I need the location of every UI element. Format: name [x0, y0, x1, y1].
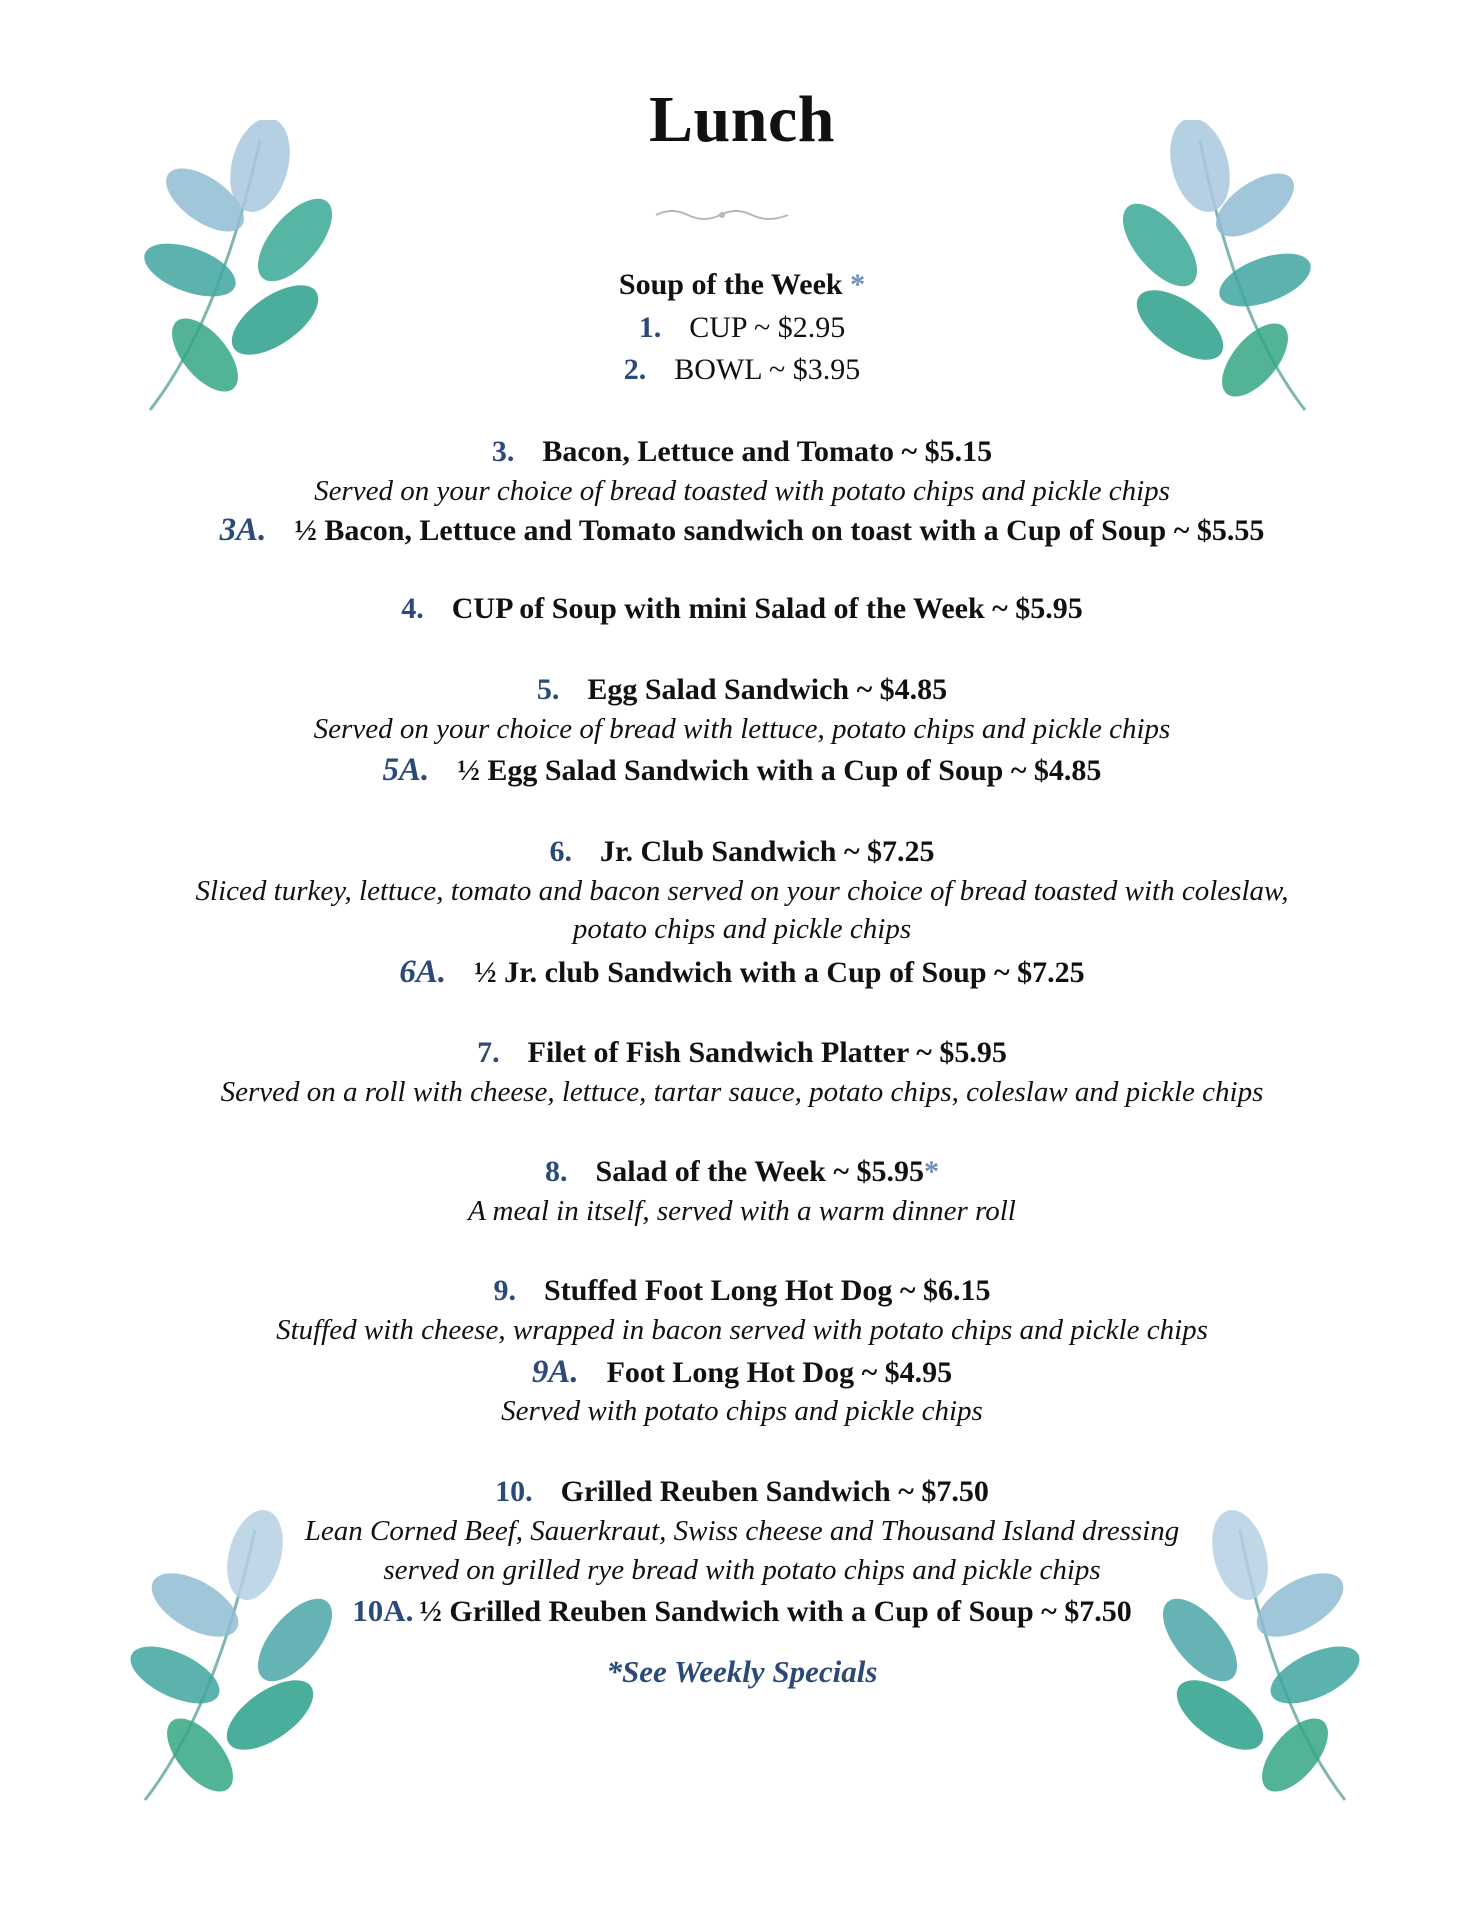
menu-item-10 [0, 1477, 1484, 1507]
menu-item-8 [0, 1157, 1484, 1187]
item-number: 8. [545, 1155, 568, 1188]
menu-item-7 [0, 1038, 1484, 1068]
item-name: ½ Bacon, Lettuce and Tomato sandwich on toast with a Cup of Soup ~ $5.55 [294, 514, 1265, 547]
item-description: Served with potato chips and pickle chips [501, 1395, 983, 1427]
item-description: potato chips and pickle chips [572, 913, 912, 945]
menu-item-9 [0, 1276, 1484, 1306]
item-number: 3. [491, 435, 515, 468]
menu-item-4 [0, 594, 1484, 624]
ornament-divider-icon [652, 203, 792, 227]
item-text: CUP ~ $2.95 [689, 311, 846, 344]
menu-item-10a [0, 1595, 1484, 1627]
item-number: 10. [495, 1475, 533, 1508]
item-number: 6. [549, 835, 572, 868]
item-number: 3A. [219, 512, 267, 548]
menu-item-3 [0, 437, 1484, 467]
asterisk-mark: * [923, 1155, 939, 1188]
item-number: 2. [623, 353, 647, 386]
item-description: Lean Corned Beef, Sauerkraut, Swiss cheese and Thousand Island dressing [304, 1515, 1180, 1547]
item-name: Egg Salad Sandwich ~ $4.85 [587, 673, 948, 706]
item-description: A meal in itself, served with a warm dinner roll [468, 1195, 1016, 1227]
item-name: Bacon, Lettuce and Tomato ~ $5.15 [542, 435, 993, 468]
item-number: 1. [638, 311, 662, 344]
item-description: Stuffed with cheese, wrapped in bacon served with potato chips and pickle chips [276, 1314, 1208, 1346]
item-number: 6A. [399, 954, 447, 990]
item-description: Served on your choice of bread with lettuce, potato chips and pickle chips [313, 713, 1171, 745]
item-name: ½ Egg Salad Sandwich with a Cup of Soup ~ $4.85 [457, 754, 1102, 787]
item-name: Stuffed Foot Long Hot Dog ~ $6.15 [544, 1274, 991, 1307]
menu-item-6 [0, 837, 1484, 867]
item-number: 5A. [382, 752, 430, 788]
item-number: 10A. [352, 1593, 414, 1628]
item-name: Grilled Reuben Sandwich ~ $7.50 [560, 1475, 989, 1508]
item-number: 4. [401, 592, 424, 625]
item-name: Foot Long Hot Dog ~ $4.95 [606, 1356, 953, 1389]
item-description: Served on your choice of bread toasted with potato chips and pickle chips [314, 475, 1170, 507]
item-name: ½ Grilled Reuben Sandwich with a Cup of Soup ~ $7.50 [419, 1595, 1132, 1628]
menu-item-6a [0, 956, 1484, 989]
item-description: Served on a roll with cheese, lettuce, tartar sauce, potato chips, coleslaw and pickle chips [220, 1076, 1264, 1108]
item-number: 9. [493, 1274, 517, 1307]
menu-item-9a [0, 1356, 1484, 1389]
item-text: BOWL ~ $3.95 [674, 353, 861, 386]
item-name: Filet of Fish Sandwich Platter ~ $5.95 [527, 1036, 1007, 1069]
item-description: served on grilled rye bread with potato chips and pickle chips [383, 1554, 1101, 1586]
item-name: CUP of Soup with mini Salad of the Week ~ $5.95 [451, 592, 1083, 625]
soup-heading: Soup of the Week * [618, 268, 866, 301]
item-name: ½ Jr. club Sandwich with a Cup of Soup ~ $7.25 [474, 956, 1085, 989]
item-name: Jr. Club Sandwich ~ $7.25 [599, 835, 935, 868]
menu-item-5a [0, 754, 1484, 787]
weekly-specials-note: *See Weekly Specials [606, 1654, 878, 1689]
soup-option-cup [0, 313, 1484, 343]
soup-option-bowl [0, 355, 1484, 385]
item-number: 7. [477, 1036, 500, 1069]
asterisk-mark: * [850, 268, 866, 301]
item-name: Salad of the Week ~ $5.95 [595, 1155, 924, 1188]
item-number: 5. [536, 673, 560, 706]
menu-item-3a [0, 514, 1484, 547]
item-description: Sliced turkey, lettuce, tomato and bacon served on your choice of bread toasted with coleslaw, [195, 875, 1289, 907]
page-title: Lunch [649, 83, 835, 156]
menu-item-5 [0, 675, 1484, 705]
item-number: 9A. [531, 1354, 579, 1390]
